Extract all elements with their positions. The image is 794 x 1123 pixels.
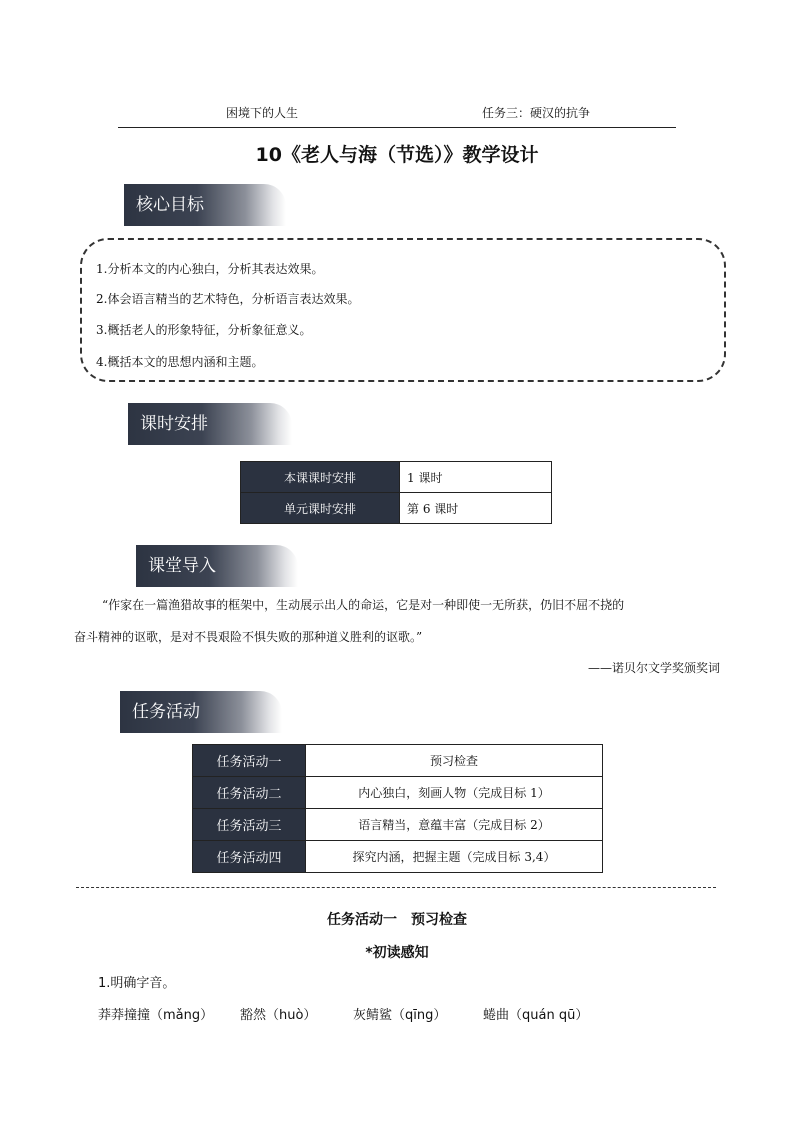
table-cell-label: 任务活动二	[193, 777, 306, 809]
table-row	[193, 745, 603, 777]
section-header-goals: 核心目标	[124, 184, 286, 226]
table-cell-value: 预习检查	[306, 745, 603, 777]
pinyin-item: 莽莽撞撞（mǎng）	[98, 1008, 214, 1023]
header-left: 困境下的人生	[226, 106, 299, 120]
activity-subheading: *初读感知	[365, 945, 429, 961]
table-cell-value: 内心独白，刻画人物（完成目标 1）	[306, 777, 603, 809]
activity-heading: 任务活动一 预习检查	[327, 912, 467, 928]
table-cell-label: 任务活动一	[193, 745, 306, 777]
pinyin-item: 蜷曲（quán qū）	[483, 1008, 589, 1023]
header-divider	[118, 127, 676, 128]
section-divider	[76, 887, 716, 888]
pinyin-item: 豁然（huò）	[240, 1008, 317, 1023]
pinyin-item: 灰鲭鲨（qīng）	[353, 1008, 447, 1023]
goal-item: 2.体会语言精当的艺术特色，分析语言表达效果。	[96, 292, 360, 306]
intro-source: ——诺贝尔文学奖颁奖词	[587, 661, 720, 675]
goal-item: 4.概括本文的思想内涵和主题。	[96, 355, 264, 369]
table-row	[193, 841, 603, 873]
goal-item: 1.分析本文的内心独白，分析其表达效果。	[96, 262, 324, 276]
goal-item: 3.概括老人的形象特征，分析象征意义。	[96, 323, 312, 337]
task-table	[192, 744, 603, 873]
table-cell-label: 单元课时安排	[241, 493, 400, 524]
section-header-intro: 课堂导入	[136, 545, 298, 587]
table-row	[193, 777, 603, 809]
table-cell-label: 本课课时安排	[241, 462, 400, 493]
header-right: 任务三：硬汉的抗争	[482, 106, 591, 120]
table-cell-label: 任务活动三	[193, 809, 306, 841]
table-cell-label: 任务活动四	[193, 841, 306, 873]
table-cell-value: 第 6 课时	[400, 493, 552, 524]
activity-item: 1.明确字音。	[98, 976, 176, 991]
page-title: 10《老人与海（节选）》教学设计	[255, 144, 539, 166]
intro-quote-line1: “作家在一篇渔猎故事的框架中，生动展示出人的命运，它是对一种即使一无所获，仍旧不屈不挠的	[102, 598, 625, 612]
table-cell-value: 1 课时	[400, 462, 552, 493]
table-cell-value: 探究内涵，把握主题（完成目标 3,4）	[306, 841, 603, 873]
table-row	[193, 809, 603, 841]
section-header-tasks: 任务活动	[120, 691, 282, 733]
table-row	[241, 493, 552, 524]
section-header-schedule: 课时安排	[128, 403, 292, 445]
table-row	[241, 462, 552, 493]
schedule-table	[240, 461, 552, 524]
table-cell-value: 语言精当，意蕴丰富（完成目标 2）	[306, 809, 603, 841]
intro-quote-line2: 奋斗精神的讴歌，是对不畏艰险不惧失败的那种道义胜利的讴歌。”	[74, 630, 423, 644]
